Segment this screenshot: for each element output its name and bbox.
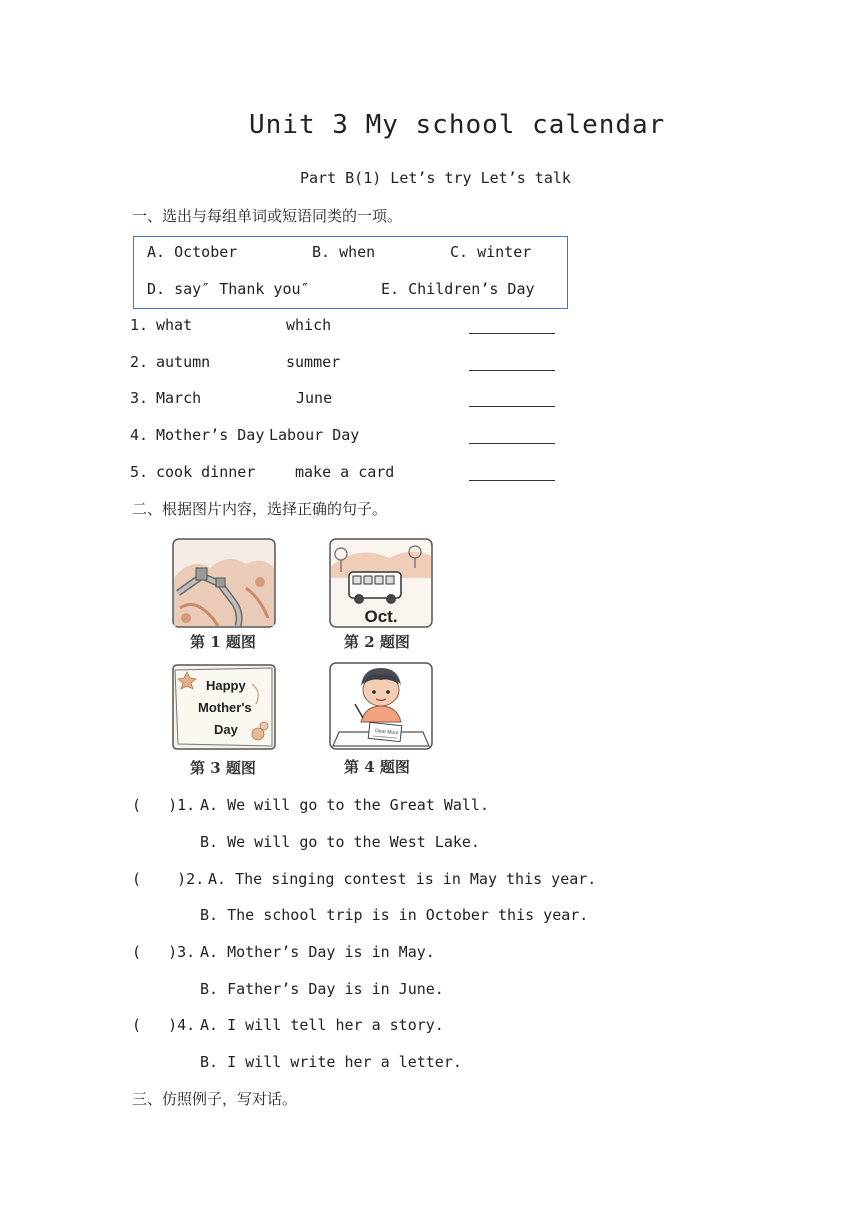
item-2-number: 2. [130, 353, 149, 371]
section2-heading: 二、根据图片内容，选择正确的句子。 [132, 500, 388, 518]
item-4-answer-blank[interactable] [469, 443, 555, 444]
question-1-option-a: A. We will go to the Great Wall. [200, 796, 489, 814]
question-2-bracket[interactable]: ( )2. [132, 870, 205, 888]
picture-1-caption: 第 1 题图 [190, 633, 256, 651]
item-2-word-b: summer [286, 353, 341, 371]
question-1-option-b: B. We will go to the West Lake. [200, 833, 480, 851]
item-2-word-a: autumn [156, 353, 211, 371]
item-2-answer-blank[interactable] [469, 370, 555, 371]
page-subtitle: Part B(1) Let’s try Let’s talk [300, 169, 571, 187]
item-1-number: 1. [130, 316, 149, 334]
question-4-bracket[interactable]: ( )4. [132, 1016, 196, 1034]
option-a: A. October [147, 243, 238, 261]
picture-4-caption: 第 4 题图 [344, 758, 410, 776]
section3-heading: 三、仿照例子，写对话。 [132, 1090, 298, 1108]
picture-2-caption: 第 2 题图 [344, 633, 410, 651]
question-3-option-a: A. Mother’s Day is in May. [200, 943, 435, 961]
item-5-word-a: cook dinner [156, 463, 256, 481]
item-1-word-b: which [286, 316, 332, 334]
item-5-word-b: make a card [295, 463, 395, 481]
item-4-number: 4. [130, 426, 149, 444]
item-3-word-a: March [156, 389, 202, 407]
school-bus-picture [329, 538, 433, 628]
item-1-answer-blank[interactable] [469, 333, 555, 334]
great-wall-picture [172, 538, 276, 628]
item-3-word-b: June [296, 389, 333, 407]
question-2-option-a: A. The singing contest is in May this year. [208, 870, 597, 888]
question-2-option-b: B. The school trip is in October this year. [200, 906, 589, 924]
item-3-number: 3. [130, 389, 149, 407]
item-5-number: 5. [130, 463, 149, 481]
question-4-option-a: A. I will tell her a story. [200, 1016, 444, 1034]
card-line-3: Day [214, 722, 238, 737]
item-5-answer-blank[interactable] [469, 480, 555, 481]
card-line-1: Happy [206, 678, 246, 693]
option-c: C. winter [450, 243, 532, 261]
page-title: Unit 3 My school calendar [249, 110, 666, 140]
card-line-2: Mother's [198, 700, 252, 715]
option-d: D. say″ Thank you″ [147, 280, 310, 298]
letter-text: Dear Mum [374, 727, 399, 737]
question-1-bracket[interactable]: ( )1. [132, 796, 196, 814]
question-3-bracket[interactable]: ( )3. [132, 943, 196, 961]
option-e: E. Children’s Day [381, 280, 535, 298]
mothers-day-card-picture [172, 664, 276, 750]
item-3-answer-blank[interactable] [469, 406, 555, 407]
item-4-word-a: Mother’s Day [156, 426, 265, 444]
item-4-word-b: Labour Day [269, 426, 360, 444]
boy-writing-picture [329, 662, 433, 750]
picture-3-caption: 第 3 题图 [190, 759, 256, 777]
question-3-option-b: B. Father’s Day is in June. [200, 980, 444, 998]
picture-2-label: Oct. [364, 607, 398, 626]
item-1-word-a: what [156, 316, 193, 334]
section1-heading: 一、选出与每组单词或短语同类的一项。 [132, 207, 403, 225]
option-b: B. when [312, 243, 376, 261]
question-4-option-b: B. I will write her a letter. [200, 1053, 462, 1071]
